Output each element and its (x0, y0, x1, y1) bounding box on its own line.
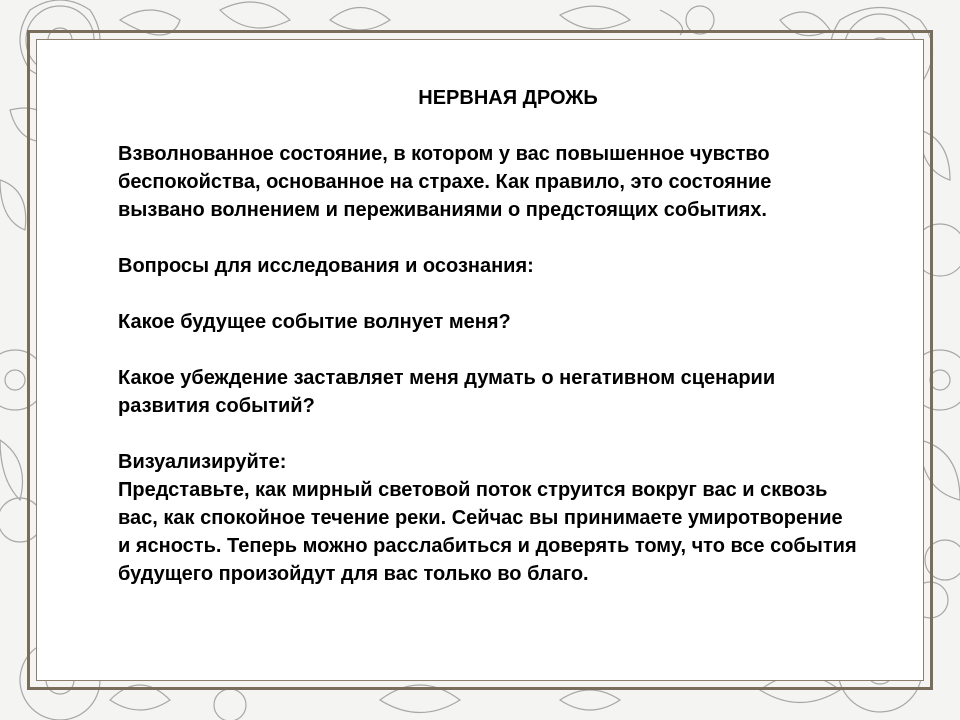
question-1: Какое будущее событие волнует меня? (118, 311, 511, 333)
question-2: Какое убеждение заставляет меня думать о негативном сценарии развития событий? (118, 367, 776, 417)
questions-heading: Вопросы для исследования и осознания: (118, 255, 534, 277)
visualize-heading: Визуализируйте: (118, 451, 287, 473)
slide-content (118, 84, 858, 588)
page-title: НЕРВНАЯ ДРОЖЬ (418, 87, 598, 109)
description-text: Взволнованное состояние, в котором у вас повышенное чувство беспокойства, основанное на страхе. Как правило, это состояние вызвано волнением и переживаниями о предстоящих событиях. (118, 143, 772, 221)
visualize-text: Представьте, как мирный световой поток струится вокруг вас и сквозь вас, как спокойное течение реки. Сейчас вы принимаете умиротворение и ясность. Теперь можно расслабиться и доверять тому, что все события будущего произойдут для вас только во благо. (118, 479, 857, 585)
